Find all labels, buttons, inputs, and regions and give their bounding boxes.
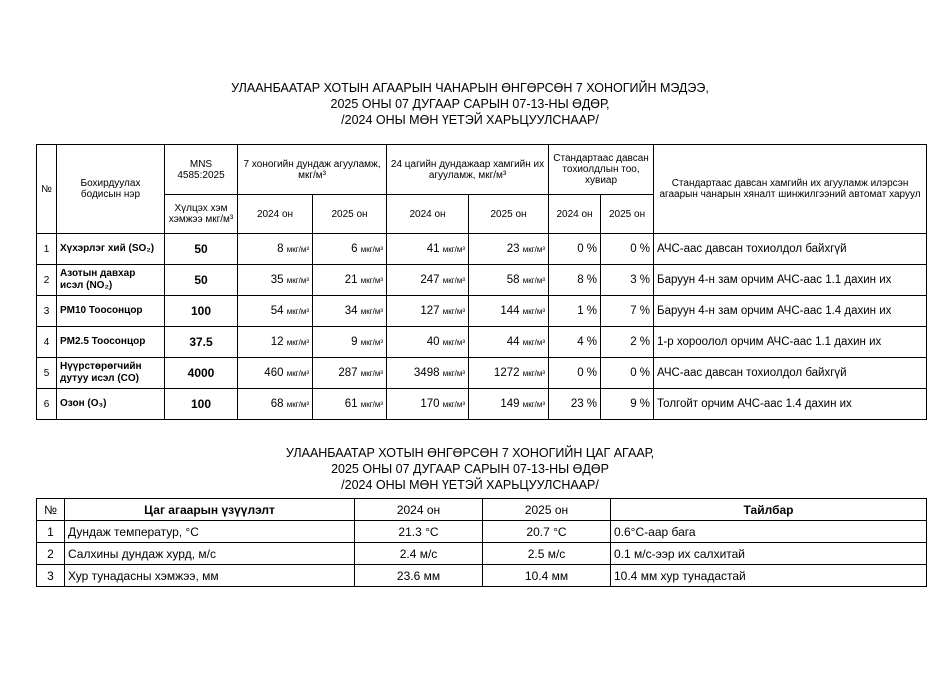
avg-2025-value: 21 [344,274,358,286]
row-number: 3 [37,296,57,327]
max-2024-cell [387,265,469,296]
unit-label: мкг/м³ [442,338,466,347]
exceed-2025: 0 % [601,234,654,265]
avg-2025-cell [313,389,387,420]
limit-value: 37.5 [165,327,238,358]
avg-2025-value: 34 [344,305,358,317]
substance-name: PM10 Тоосонцор [57,296,165,327]
unit-label: мкг/м³ [522,400,546,409]
unit-label: мкг/м³ [522,307,546,316]
limit-value: 50 [165,265,238,296]
avg-2024-value: 35 [270,274,284,286]
avg-2024-cell [238,327,313,358]
max-2024-value: 40 [426,336,440,348]
unit-label: мкг/м³ [286,338,309,347]
exceed-2024: 8 % [549,265,601,296]
max-2025-value: 1272 [493,367,520,379]
avg-2025-value: 287 [338,367,358,379]
max-2025-cell [469,389,549,420]
row-number: 2 [37,543,65,565]
value-2025: 2.5 м/с [483,543,611,565]
avg-2024-cell [238,389,313,420]
unit-label: мкг/м³ [522,369,546,378]
row-number: 4 [37,327,57,358]
limit-value: 50 [165,234,238,265]
max-2025-value: 44 [506,336,520,348]
avg-2025-cell [313,234,387,265]
unit-label: мкг/м³ [360,307,384,316]
row-number: 6 [37,389,57,420]
table-row [37,565,927,587]
avg-2024-cell [238,265,313,296]
max-2025-cell [469,358,549,389]
max-2024-cell [387,389,469,420]
exceed-2024: 23 % [549,389,601,420]
avg-2025-value: 6 [351,243,358,255]
header-no: № [37,145,57,234]
unit-label: мкг/м³ [442,245,466,254]
substance-name: Азотын давхар исэл (NO₂) [57,265,165,296]
avg-2025-cell [313,358,387,389]
max-2024-value: 127 [420,305,440,317]
table-row [37,296,927,327]
header-station: Стандартаас давсан хамгийн их агууламж илэрсэн агаарын чанарын хяналт шинжилгээний автомат харуул [654,145,927,234]
avg-2024-value: 68 [270,398,284,410]
avg-2025-value: 9 [351,336,358,348]
max-2025-cell [469,296,549,327]
value-2024: 23.6 мм [355,565,483,587]
avg-2024-value: 8 [277,243,284,255]
note: 10.4 мм хур тунадастай [611,565,927,587]
avg-2024-cell [238,358,313,389]
title-line: 2025 ОНЫ 07 ДУГААР САРЫН 07-13-НЫ ӨДӨР, [330,97,610,111]
avg-2025-cell [313,265,387,296]
value-2024: 2.4 м/с [355,543,483,565]
unit-label: мкг/м³ [286,369,309,378]
exceed-2024: 4 % [549,327,601,358]
header-exc-2025: 2025 он [601,195,654,234]
unit-label: мкг/м³ [286,307,309,316]
table-row [37,234,927,265]
header-limit: Хүлцэх хэм хэмжээ мкг/м³ [165,195,238,234]
max-2025-cell [469,234,549,265]
unit-label: мкг/м³ [522,338,546,347]
substance-name: Озон (O₃) [57,389,165,420]
note: 0.6°C-аар бага [611,521,927,543]
table-row [37,265,927,296]
max-2024-cell [387,358,469,389]
unit-label: мкг/м³ [360,400,384,409]
header-max-2024: 2024 он [387,195,469,234]
substance-name: PM2.5 Тоосонцор [57,327,165,358]
table-row [37,327,927,358]
limit-value: 4000 [165,358,238,389]
station-note: АЧС-аас давсан тохиолдол байхгүй [654,234,927,265]
value-2025: 20.7 °C [483,521,611,543]
unit-label: мкг/м³ [522,245,546,254]
unit-label: мкг/м³ [360,245,384,254]
max-2024-cell [387,296,469,327]
air-quality-table [36,144,927,420]
title-line: 2025 ОНЫ 07 ДУГААР САРЫН 07-13-НЫ ӨДӨР [331,462,609,476]
avg-2025-cell [313,327,387,358]
unit-label: мкг/м³ [442,400,466,409]
limit-value: 100 [165,389,238,420]
avg-2024-value: 460 [264,367,284,379]
max-2025-value: 144 [500,305,520,317]
unit-label: мкг/м³ [442,369,466,378]
unit-label: мкг/м³ [360,276,384,285]
max-2025-value: 149 [500,398,520,410]
table-row [37,389,927,420]
air-quality-title [0,80,940,128]
title-line: УЛААНБААТАР ХОТЫН АГААРЫН ЧАНАРЫН ӨНГӨРСӨН 7 ХОНОГИЙН МЭДЭЭ, [231,81,709,95]
exceed-2024: 0 % [549,358,601,389]
indicator-name: Салхины дундаж хурд, м/с [65,543,355,565]
row-number: 1 [37,234,57,265]
exceed-2025: 2 % [601,327,654,358]
unit-label: мкг/м³ [360,338,384,347]
max-2024-value: 170 [420,398,440,410]
unit-label: мкг/м³ [442,276,466,285]
max-2025-cell [469,265,549,296]
exceed-2024: 0 % [549,234,601,265]
station-note: АЧС-аас давсан тохиолдол байхгүй [654,358,927,389]
exceed-2024: 1 % [549,296,601,327]
unit-label: мкг/м³ [360,369,384,378]
header-2025: 2025 он [483,499,611,521]
header-avg7: 7 хоногийн дундаж агууламж, мкг/м³ [238,145,387,195]
title-line: УЛААНБААТАР ХОТЫН ӨНГӨРСӨН 7 ХОНОГИЙН ЦАГ АГААР, [285,446,655,460]
indicator-name: Дундаж температур, °C [65,521,355,543]
unit-label: мкг/м³ [286,400,309,409]
header-substance: Бохирдуулах бодисын нэр [57,145,165,234]
title-line: /2024 ОНЫ МӨН ҮЕТЭЙ ХАРЬЦУУЛСНААР/ [341,113,599,127]
unit-label: мкг/м³ [286,276,309,285]
exceed-2025: 7 % [601,296,654,327]
row-number: 2 [37,265,57,296]
station-note: Баруун 4-н зам орчим АЧС-аас 1.4 дахин их [654,296,927,327]
max-2025-cell [469,327,549,358]
header-mns: MNS 4585:2025 [165,145,238,195]
header-exceed: Стандартаас давсан тохиолдлын тоо, хувиар [549,145,654,195]
exceed-2025: 3 % [601,265,654,296]
substance-name: Хүхэрлэг хий (SO₂) [57,234,165,265]
table-row [37,521,927,543]
max-2024-value: 3498 [413,367,440,379]
avg-2024-value: 54 [270,305,284,317]
max-2024-cell [387,327,469,358]
avg-2025-value: 61 [344,398,358,410]
unit-label: мкг/м³ [286,245,309,254]
header-note: Тайлбар [611,499,927,521]
header-avg-2024: 2024 он [238,195,313,234]
row-number: 1 [37,521,65,543]
weather-table [36,498,927,587]
value-2025: 10.4 мм [483,565,611,587]
value-2024: 21.3 °C [355,521,483,543]
header-max-2025: 2025 он [469,195,549,234]
avg-2024-value: 12 [270,336,284,348]
weather-title [0,445,940,493]
station-note: Баруун 4-н зам орчим АЧС-аас 1.1 дахин их [654,265,927,296]
header-2024: 2024 он [355,499,483,521]
max-2024-value: 247 [420,274,440,286]
unit-label: мкг/м³ [442,307,466,316]
header-avg-2025: 2025 он [313,195,387,234]
note: 0.1 м/с-ээр их салхитай [611,543,927,565]
max-2025-value: 23 [506,243,520,255]
limit-value: 100 [165,296,238,327]
unit-label: мкг/м³ [522,276,546,285]
table-row [37,543,927,565]
max-2024-cell [387,234,469,265]
table-row [37,358,927,389]
header-indicator: Цаг агаарын үзүүлэлт [65,499,355,521]
title-line: /2024 ОНЫ МӨН ҮЕТЭЙ ХАРЬЦУУЛСНААР/ [341,478,599,492]
row-number: 5 [37,358,57,389]
avg-2024-cell [238,296,313,327]
header-exc-2024: 2024 он [549,195,601,234]
avg-2025-cell [313,296,387,327]
header-max24: 24 цагийн дундажаар хамгийн их агууламж, мкг/м³ [387,145,549,195]
station-note: Толгойт орчим АЧС-аас 1.4 дахин их [654,389,927,420]
indicator-name: Хур тунадасны хэмжээ, мм [65,565,355,587]
station-note: 1-р хороолол орчим АЧС-аас 1.1 дахин их [654,327,927,358]
exceed-2025: 0 % [601,358,654,389]
row-number: 3 [37,565,65,587]
substance-name: Нүүрстөрөгчийн дутуу исэл (CO) [57,358,165,389]
max-2025-value: 58 [506,274,520,286]
avg-2024-cell [238,234,313,265]
header-no: № [37,499,65,521]
exceed-2025: 9 % [601,389,654,420]
max-2024-value: 41 [426,243,440,255]
